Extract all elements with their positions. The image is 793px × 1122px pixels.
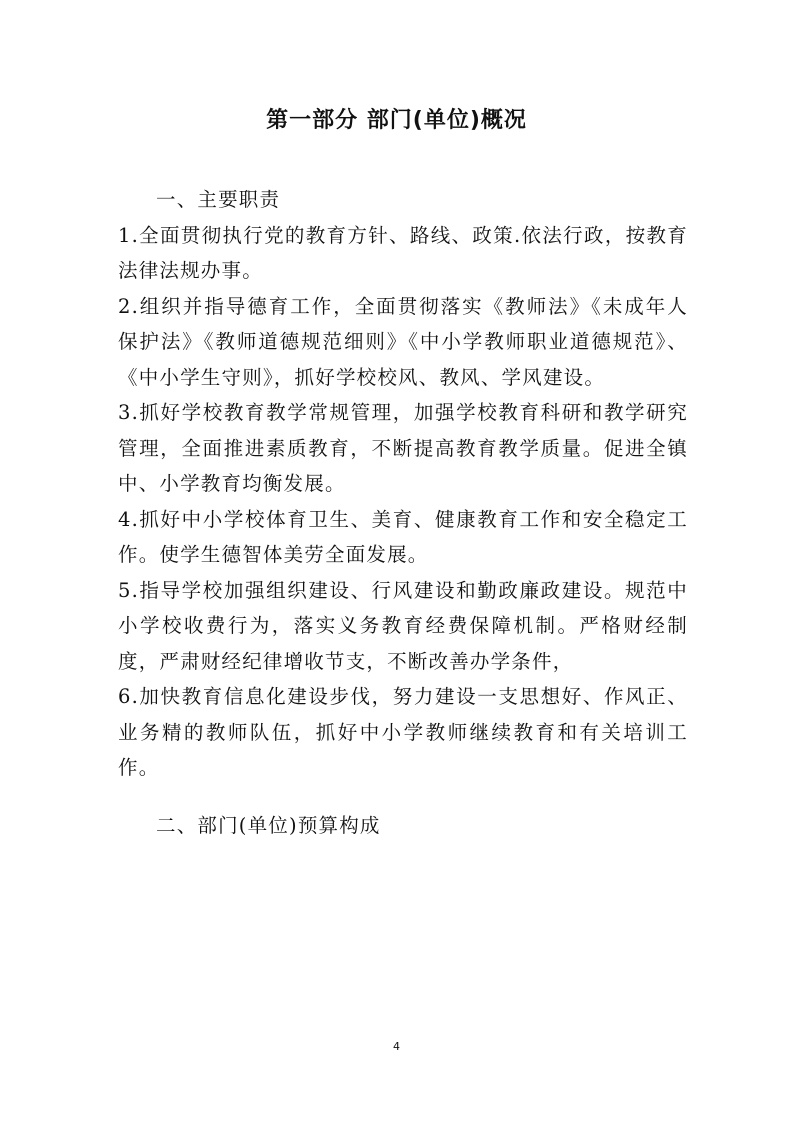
paragraph-3: 3.抓好学校教育教学常规管理，加强学校教育科研和教学研究管理，全面推进素质教育，不断提高教育教学质量。促进全镇中、小学教育均衡发展。: [118, 401, 688, 495]
paragraph-6: 6.加快教育信息化建设步伐，努力建设一支思想好、作风正、业务精的教师队伍，抓好中小学教师继续教育和有关培训工作。: [118, 685, 688, 779]
section-spacer: [118, 786, 688, 808]
section-heading-budget: 二、部门(单位)预算构成: [156, 813, 381, 837]
paragraph-2: 2.组织并指导德育工作，全面贯彻落实《教师法》《未成年人保护法》《教师道德规范细则》《中小学教师职业道德规范》、《中小学生守则》，抓好学校校风、教风、学风建设。: [118, 294, 688, 389]
document-body: [118, 182, 688, 843]
page-number: 4: [393, 1040, 400, 1053]
paragraph-1: 1.全面贯彻执行党的教育方针、路线、政策.依法行政，按教育法律法规办事。: [118, 223, 688, 282]
section-heading-responsibilities: 一、主要职责: [156, 188, 281, 211]
page-title: 第一部分 部门(单位)概况: [266, 108, 527, 133]
paragraph-4: 4.抓好中小学校体育卫生、美育、健康教育工作和安全稳定工作。使学生德智体美劳全面发展。: [118, 507, 688, 566]
paragraph-5: 5.指导学校加强组织建设、行风建设和勤政廉政建设。规范中小学校收费行为，落实义务教育经费保障机制。严格财经制度，严肃财经纪律增收节支，不断改善办学条件，: [118, 578, 688, 673]
